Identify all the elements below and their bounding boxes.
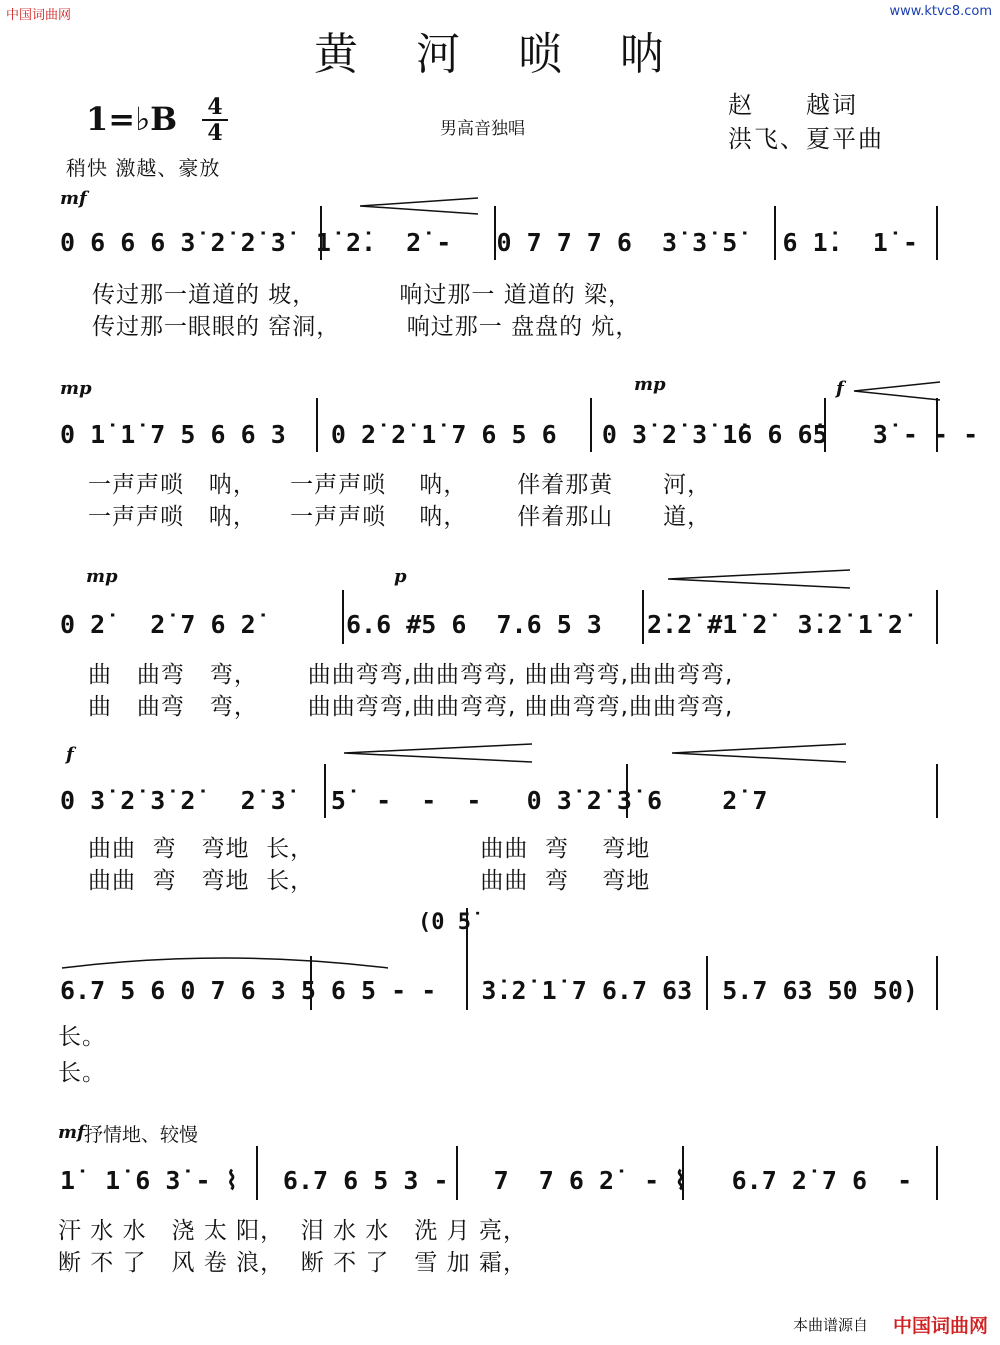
key-signature: 1=♭B — [86, 100, 178, 138]
composer: 洪飞、夏平曲 — [728, 125, 884, 153]
decrescendo-hairpin — [852, 380, 942, 402]
voice-type: 男高音独唱 — [440, 119, 525, 139]
lyric-verse-2: 曲 曲弯 弯， 曲曲弯弯,曲曲弯弯, 曲曲弯弯,曲曲弯弯, — [88, 694, 734, 720]
bar-line — [706, 956, 708, 1010]
bar-line — [494, 206, 496, 260]
footer-site-name[interactable]: 中国词曲网 — [892, 1315, 988, 1337]
lyric-verse-1: 曲 曲弯 弯， 曲曲弯弯,曲曲弯弯, 曲曲弯弯,曲曲弯弯, — [88, 662, 734, 688]
lyric-verse-1: 长。 — [58, 1024, 106, 1050]
watermark-right: www.ktvc8.com — [889, 4, 992, 19]
tempo-marking: 稍快 激越、豪放 — [66, 156, 221, 180]
bar-line — [456, 1146, 458, 1200]
bar-line — [642, 590, 644, 644]
dynamic-mark: f — [66, 744, 74, 765]
bar-line — [936, 398, 938, 452]
bar-line — [310, 956, 312, 1010]
lyric-verse-2: 传过那一眼眼的 窑洞， 响过那一 盘盘的 炕， — [92, 314, 640, 340]
lyric-verse-2: 长。 — [58, 1060, 106, 1086]
dynamic-mark: mp — [60, 378, 92, 399]
slur-arc — [60, 950, 390, 970]
crescendo-hairpin — [344, 742, 534, 764]
song-title: 黄 河 唢 呐 — [314, 29, 686, 80]
bar-line — [320, 206, 322, 260]
crescendo-hairpin — [360, 196, 480, 216]
lyric-verse-2: 断 不 了 风 卷 浪， 断 不 了 雪 加 霜， — [58, 1250, 527, 1276]
meter-bottom: 4 — [207, 120, 223, 146]
dynamic-mark: mf — [60, 188, 87, 209]
bar-line — [342, 590, 344, 644]
crescendo-hairpin — [668, 568, 852, 590]
lyric-verse-1: 汗 水 水 浇 太 阳， 泪 水 水 洗 月 亮， — [58, 1218, 527, 1244]
bar-line — [936, 590, 938, 644]
lyric-verse-2: 曲曲 弯 弯地 长， 曲曲 弯 弯地 — [88, 868, 651, 894]
time-signature — [202, 96, 228, 144]
note-line: 0 2̇ 2̇ 7 6 2̇ 6.6 #5 6 7.6 5 3 2̇.2̇ #1̇ 2̇ 3̇.2̇ 1̇ 2̇ — [60, 610, 903, 639]
note-line: 1̇ 1̇ 6 3̇ - ⌇ 6.7 6 5 3 - 7 7 6 2̇ - ⌇ 6.7 2̇ 7 6 - — [60, 1166, 913, 1195]
bar-line — [682, 1146, 684, 1200]
bar-line — [774, 206, 776, 260]
footer-source-label: 本曲谱源自 — [793, 1316, 869, 1334]
note-line: 6.7 5 6 0 7 6 3 5 6 5 - - 3̇.2̇ 1̇ 7 6.7 63 5.7 63 50 50) — [60, 976, 918, 1005]
lyric-verse-1: 传过那一道道的 坡， 响过那一 道道的 梁， — [92, 282, 633, 308]
note-line: 0 1̇ 1̇ 7 5 6 6 3 0 2̇ 2̇ 1̇ 7 6 5 6 0 3̇ 2̇ 3̇ 1̇6 6 6̇5 3̇ - - - — [60, 420, 979, 449]
prefix-notes: (0 5̇ — [418, 910, 471, 935]
bar-line — [626, 764, 628, 818]
dynamic-mark: mp — [634, 374, 666, 395]
bar-line — [936, 206, 938, 260]
dynamic-mark: mf — [58, 1122, 85, 1143]
bar-line — [316, 398, 318, 452]
meter-top: 4 — [207, 94, 223, 120]
bar-line — [466, 908, 468, 1010]
expression-marking: 抒情地、较慢 — [84, 1124, 199, 1146]
crescendo-hairpin — [672, 742, 848, 764]
bar-line — [936, 764, 938, 818]
note-line: 0 6 6 6 3̇ 2̇ 2̇ 3̇ 1̇ 2̇. 2̇ - 0 7 7 7 6 3̇ 3̇ 5̇ 6 1̇. 1̇ - — [60, 228, 918, 257]
dynamic-mark: f — [836, 378, 844, 399]
credits — [728, 88, 884, 156]
lyric-verse-2: 一声声唢 呐， 一声声唢 呐， 伴着那山 道， — [88, 504, 712, 530]
dynamic-mark: p — [394, 566, 407, 587]
bar-line — [256, 1146, 258, 1200]
note-line: 0 3̇ 2̇ 3̇ 2̇ 2̇ 3̇ 5̇ - - - 0 3̇ 2̇ 3̇ 6 2̇ 7 — [60, 786, 768, 815]
dynamic-mark: mp — [86, 566, 118, 587]
bar-line — [590, 398, 592, 452]
bar-line — [936, 1146, 938, 1200]
watermark-left: 中国词曲网 — [6, 8, 72, 23]
bar-line — [936, 956, 938, 1010]
lyricist: 赵 越词 — [728, 91, 858, 119]
bar-line — [824, 398, 826, 452]
bar-line — [324, 764, 326, 818]
lyric-verse-1: 曲曲 弯 弯地 长， 曲曲 弯 弯地 — [88, 836, 651, 862]
lyric-verse-1: 一声声唢 呐， 一声声唢 呐， 伴着那黄 河， — [88, 472, 712, 498]
